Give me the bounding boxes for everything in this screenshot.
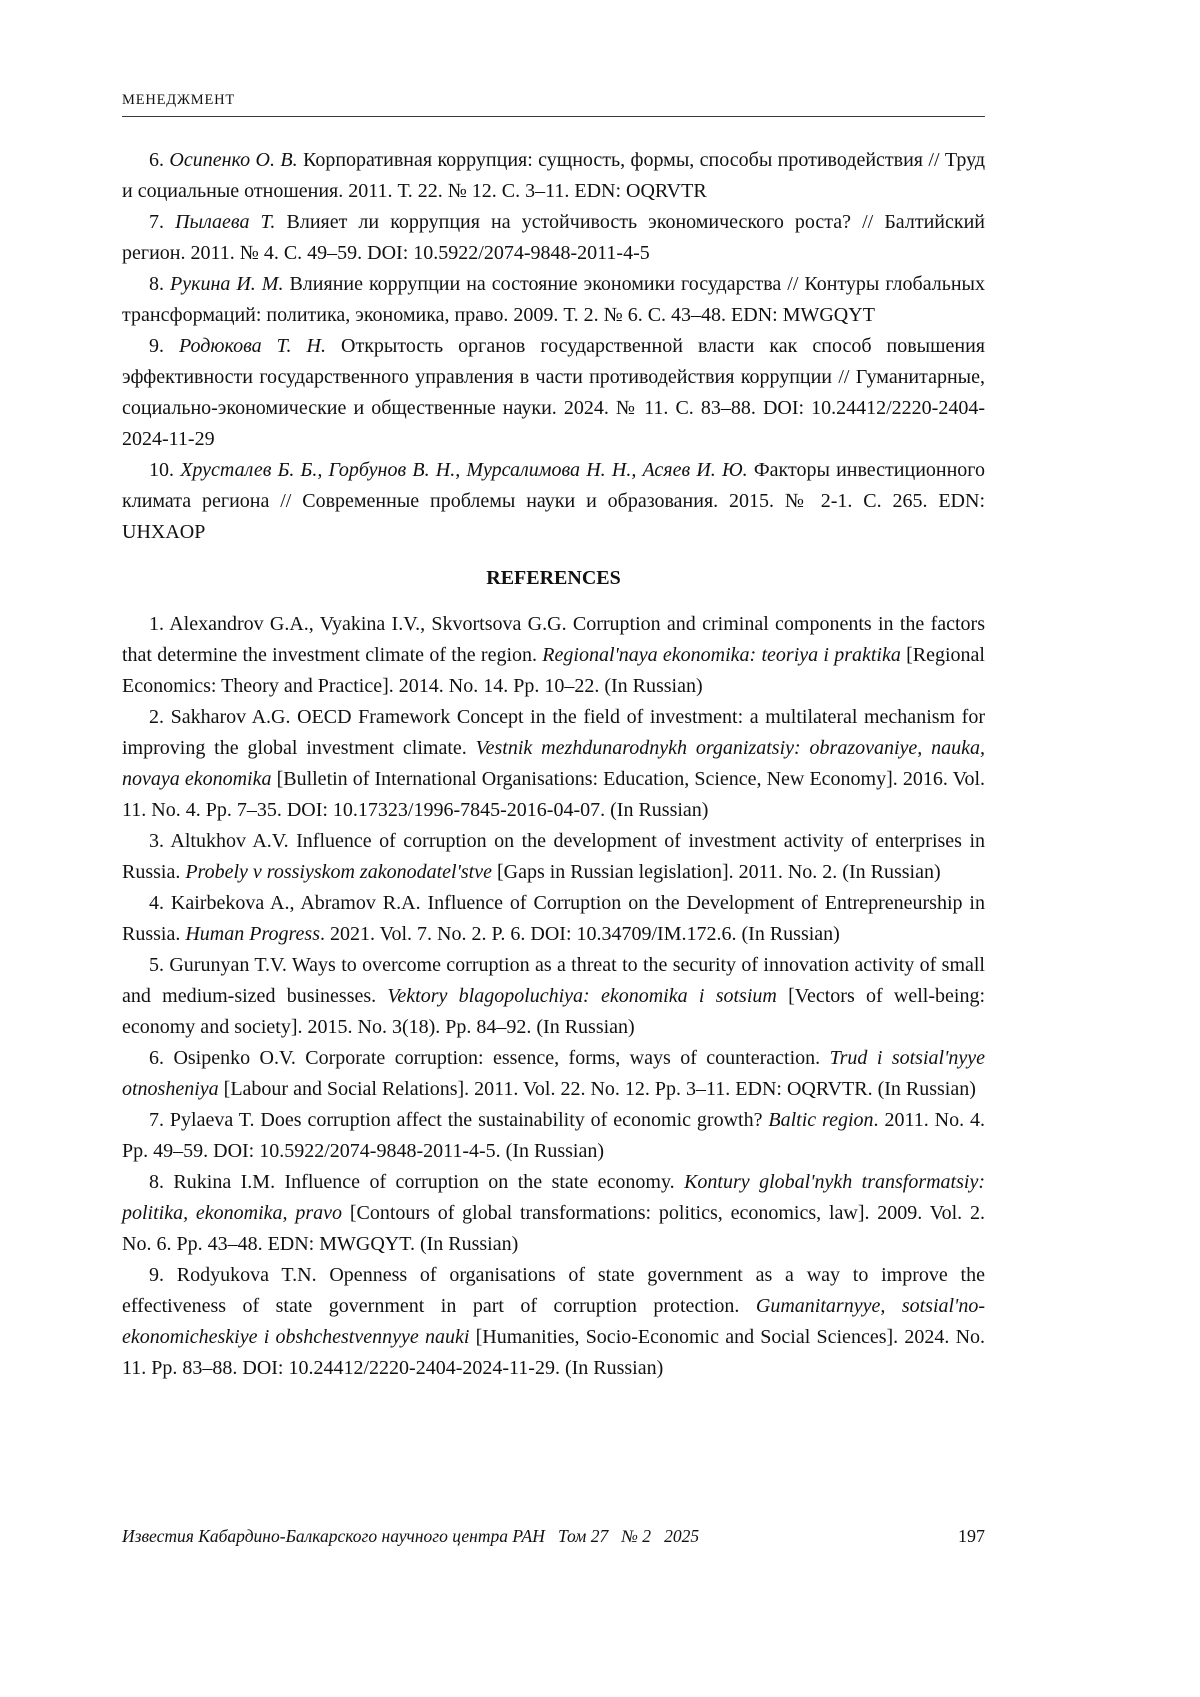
- reference-item: [122, 609, 985, 702]
- reference-text-segment: [Gaps in Russian legislation]. 2011. No. 2. (In Russian): [491, 861, 941, 883]
- reference-italic-segment: Пылаева Т.: [175, 211, 276, 233]
- reference-text-segment: 6. Osipenko O.V. Corporate corruption: essence, forms, ways of counteraction.: [149, 1047, 830, 1069]
- reference-text-segment: [Vectors of well-being: economy and society]. 2015. No. 3(18). Pp. 84–92. (In Russian): [122, 985, 985, 1038]
- reference-text-segment: 6.: [149, 149, 170, 171]
- reference-item: [122, 1167, 985, 1260]
- reference-italic-segment: Vestnik mezhdunarodnykh organizatsiy: obrazovaniye, nauka, novaya ekonomika: [122, 737, 986, 790]
- page-number: 197: [958, 1526, 985, 1546]
- russian-references-section: [122, 145, 985, 548]
- references-heading: REFERENCES: [486, 567, 621, 589]
- reference-text-segment: Факторы инвестиционного климата региона // Современные проблемы науки и образования. 2015. № 2-1. С. 265. EDN: UHXAOP: [122, 459, 986, 543]
- reference-item: [122, 888, 985, 950]
- reference-text-segment: 9.: [149, 335, 180, 357]
- reference-text-segment: 5. Gurunyan T.V. Ways to overcome corruption as a threat to the security of innovation activity of small and medium-sized businesses.: [122, 954, 985, 1007]
- reference-italic-segment: Рукина И. М.: [170, 273, 284, 295]
- reference-text-segment: 7. Pylaeva T. Does corruption affect the sustainability of economic growth?: [149, 1109, 769, 1131]
- reference-text-segment: [Labour and Social Relations]. 2011. Vol. 22. No. 12. Pp. 3–11. EDN: OQRVTR. (In Russian): [218, 1078, 976, 1100]
- running-head-title: МЕНЕДЖМЕНТ: [122, 92, 236, 108]
- reference-text-segment: Влияние коррупции на состояние экономики государства // Контуры глобальных трансформаций: политика, экономика, право. 2009. Т. 2. № 6. С. 43–48. EDN: MWGQYT: [122, 273, 985, 326]
- reference-italic-segment: Probely v rossiyskom zakonodatel'stve: [185, 861, 492, 883]
- reference-text-segment: . 2021. Vol. 7. No. 2. P. 6. DOI: 10.34709/IM.172.6. (In Russian): [319, 923, 840, 945]
- reference-text-segment: 9. Rodyukova T.N. Openness of organisations of state government as a way to improve the effectiveness of state government in part of corruption protection.: [122, 1264, 985, 1317]
- reference-italic-segment: Human Progress: [185, 923, 320, 945]
- reference-text-segment: 4. Kairbekova A., Abramov R.A. Influence of Corruption on the Development of Entrepreneurship in Russia.: [122, 892, 985, 945]
- reference-item: [122, 331, 985, 455]
- reference-item: [122, 1260, 985, 1384]
- page-content: [122, 145, 985, 1384]
- reference-item: [122, 1105, 985, 1167]
- reference-italic-segment: Regional'naya ekonomika: teoriya i praktika: [542, 644, 901, 666]
- reference-item: [122, 455, 985, 548]
- reference-item: [122, 269, 985, 331]
- reference-text-segment: 1. Alexandrov G.A., Vyakina I.V., Skvortsova G.G. Corruption and criminal components in the factors that determine the investment climate of the region.: [122, 613, 985, 666]
- reference-item: [122, 207, 985, 269]
- reference-item: [122, 826, 985, 888]
- reference-italic-segment: Gumanitarnyye, sotsial'no-ekonomicheskiye i obshchestvennyye nauki: [122, 1295, 985, 1348]
- reference-italic-segment: Осипенко О. В.: [169, 149, 298, 171]
- journal-citation: Известия Кабардино-Балкарского научного центра РАН Том 27 № 2 2025: [122, 1526, 700, 1546]
- reference-italic-segment: Baltic region: [768, 1109, 874, 1131]
- reference-text-segment: Влияет ли коррупция на устойчивость экономического роста? // Балтийский регион. 2011. № 4. С. 49–59. DOI: 10.5922/2074-9848-2011-4-5: [122, 211, 985, 264]
- reference-text-segment: 8.: [149, 273, 170, 295]
- reference-text-segment: 2. Sakharov A.G. OECD Framework Concept in the field of investment: a multilateral mechanism for improving the global investment climate.: [122, 706, 985, 759]
- reference-text-segment: 8. Rukina I.M. Influence of corruption on the state economy.: [149, 1171, 685, 1193]
- page-header: [122, 92, 985, 117]
- reference-text-segment: 3. Altukhov A.V. Influence of corruption on the development of investment activity of enterprises in Russia.: [122, 830, 985, 883]
- reference-text-segment: [Bulletin of International Organisations: Education, Science, New Economy]. 2016. Vol. 11. No. 4. Pp. 7–35. DOI: 10.17323/1996-7845-2016-04-07. (In Russian): [122, 768, 986, 821]
- reference-text-segment: [Contours of global transformations: politics, economics, law]. 2009. Vol. 2. No. 6. Pp. 43–48. EDN: MWGQYT. (In Russian): [122, 1202, 985, 1255]
- reference-text-segment: Корпоративная коррупция: сущность, формы, способы противодействия // Труд и социальные отношения. 2011. Т. 22. № 12. С. 3–11. EDN: OQRVTR: [122, 149, 986, 202]
- page-footer: [122, 1525, 985, 1547]
- reference-italic-segment: Родюкова Т. Н.: [179, 335, 326, 357]
- reference-italic-segment: Vektory blagopoluchiya: ekonomika i sotsium: [387, 985, 777, 1007]
- english-references-section: [122, 609, 985, 1384]
- reference-italic-segment: Kontury global'nykh transformatsiy: politika, ekonomika, pravo: [122, 1171, 985, 1224]
- reference-text-segment: 7.: [149, 211, 176, 233]
- reference-text-segment: [Humanities, Socio-Economic and Social Sciences]. 2024. No. 11. Pp. 83–88. DOI: 10.24412/2220-2404-2024-11-29. (In Russian): [122, 1326, 986, 1379]
- reference-item: [122, 1043, 985, 1105]
- reference-item: [122, 950, 985, 1043]
- reference-item: [122, 145, 985, 207]
- reference-text-segment: Открытость органов государственной власти как способ повышения эффективности государственного управления в части противодействия коррупции // Гуманитарные, социально-экономические и общественные науки. 2024. № 11. С. 83–88. DOI: 10.24412/2220-2404-2024-11-29: [122, 335, 985, 450]
- reference-text-segment: 10.: [149, 459, 181, 481]
- reference-italic-segment: Trud i sotsial'nyye otnosheniya: [122, 1047, 985, 1100]
- reference-item: [122, 702, 985, 826]
- reference-text-segment: . 2011. No. 4. Pp. 49–59. DOI: 10.5922/2074-9848-2011-4-5. (In Russian): [122, 1109, 985, 1162]
- reference-italic-segment: Хрусталев Б. Б., Горбунов В. Н., Мурсалимова Н. Н., Асяев И. Ю.: [180, 459, 748, 481]
- reference-text-segment: [Regional Economics: Theory and Practice]. 2014. No. 14. Pp. 10–22. (In Russian): [122, 644, 985, 697]
